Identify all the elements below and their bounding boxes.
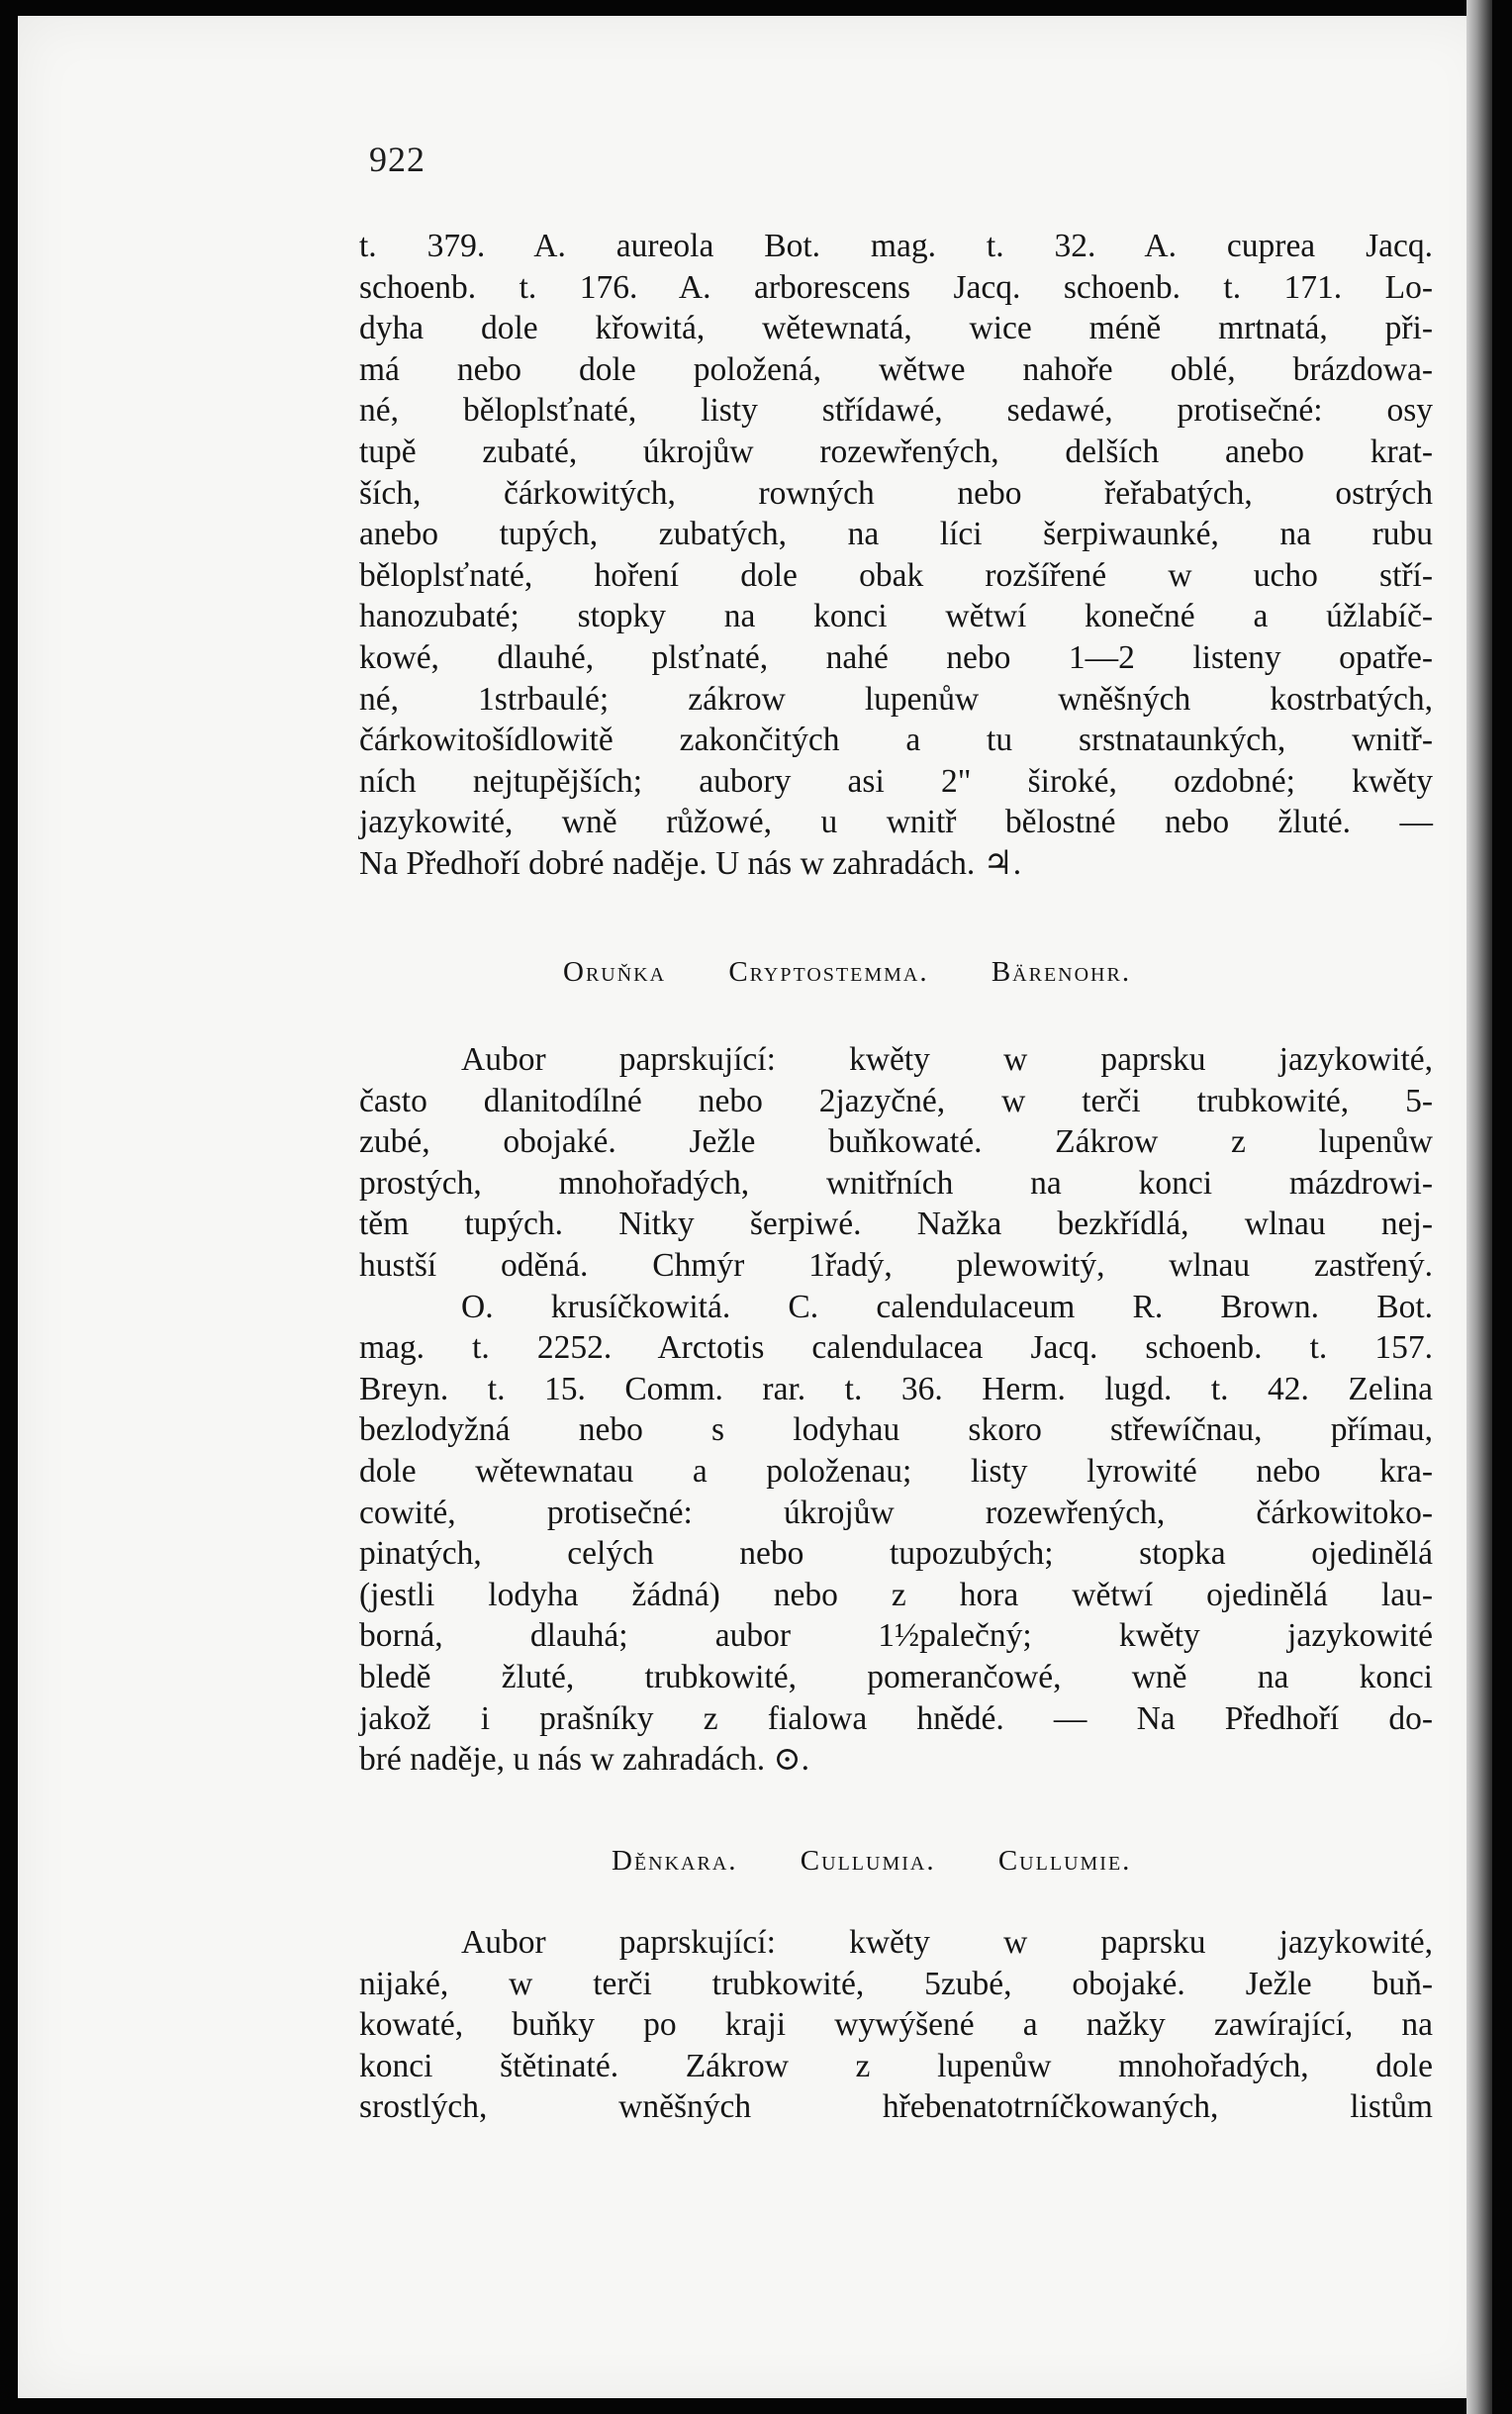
heading-latin-name: Cryptostemma.	[728, 956, 929, 988]
heading-czech-name: Děnkara.	[612, 1845, 738, 1877]
text-line: hustší oděná. Chmýr 1řadý, plewowitý, wlnau zastřený.	[359, 1246, 1433, 1284]
text-line: jakož i prašníky z fialowa hnědé. — Na Předhoří do-	[359, 1699, 1433, 1737]
text-line: schoenb. t. 176. A. arborescens Jacq. schoenb. t. 171. Lo-	[359, 268, 1433, 306]
text-line: borná, dlauhá; aubor 1½palečný; kwěty jazykowité	[359, 1617, 1433, 1655]
text-line: prostých, mnohořadých, wnitřních na konci mázdrowi-	[359, 1164, 1433, 1202]
text-line: t. 379. A. aureola Bot. mag. t. 32. A. cuprea Jacq.	[359, 228, 1433, 264]
genus-heading-cullumia	[612, 1845, 1184, 1878]
text-line: často dlanitodílné nebo 2jazyčné, w terči trubkowité, 5-	[359, 1082, 1433, 1119]
heading-german-name: Cullumie.	[997, 1845, 1132, 1877]
heading-german-name: Bärenohr.	[991, 956, 1132, 988]
text-line: dyha dole křowitá, wětewnatá, wice méně mrtnatá, při-	[359, 310, 1433, 347]
text-line: zubé, obojaké. Ježle buňkowaté. Zákrow z lupenůw	[359, 1123, 1433, 1161]
heading-latin-name: Cullumia.	[800, 1845, 936, 1877]
text-line: běloplsťnaté, hoření dole obak rozšířené w ucho stří-	[359, 556, 1433, 594]
text-line: jazykowité, wně růžowé, u wnitř bělostné nebo žluté. —	[359, 804, 1433, 841]
paragraph-cullumia-description	[359, 1922, 1433, 2128]
text-line: kowaté, buňky po kraji wywýšené a nažky zawírající, na	[359, 2006, 1433, 2044]
text-line: nijaké, w terči trubkowité, 5zubé, obojaké. Ježle buň-	[359, 1965, 1433, 2002]
text-line: čárkowitošídlowitě zakončitých a tu srstnataunkých, wnitř-	[359, 722, 1433, 759]
heading-czech-name: Oruňka	[563, 956, 667, 988]
text-line: anebo tupých, zubatých, na líci šerpiwaunké, na rubu	[359, 516, 1433, 553]
text-line: ních nejtupějších; aubory asi 2" široké, ozdobné; kwěty	[359, 762, 1433, 800]
text-line: né, běloplsťnaté, listy střídawé, sedawé, protisečné: osy	[359, 392, 1433, 430]
text-line: O. krusíčkowitá. C. calendulaceum R. Brown. Bot.	[461, 1288, 1433, 1325]
text-line: cowité, protisečné: úkrojůw rozewřených, čárkowitoko-	[359, 1494, 1433, 1531]
paragraph-cryptostemma-description	[359, 1039, 1433, 1781]
text-line: má nebo dole položená, wětwe nahoře oblé, brázdowa-	[359, 350, 1433, 388]
text-line: srostlých, wněšných hřebenatotrníčkowaných, listům	[359, 2088, 1433, 2126]
text-line: né, 1strbaulé; zákrow lupenůw wněšných kostrbatých,	[359, 680, 1433, 718]
text-line: mag. t. 2252. Arctotis calendulacea Jacq. schoenb. t. 157.	[359, 1329, 1433, 1367]
paragraph-arctotis-description	[359, 226, 1433, 885]
page-number: 922	[369, 140, 425, 179]
text-line: dole wětewnatau a položenau; listy lyrowité nebo kra-	[359, 1452, 1433, 1490]
text-line: bré naděje, u nás w zahradách. ⊙.	[359, 1741, 809, 1779]
text-line: těm tupých. Nitky šerpiwé. Nažka bezkřídlá, wlnau nej-	[359, 1206, 1433, 1243]
text-line: (jestli lodyha žádná) nebo z hora wětwí ojedinělá lau-	[359, 1576, 1433, 1613]
text-line: pinatých, celých nebo tupozubých; stopka ojedinělá	[359, 1535, 1433, 1573]
text-line: bledě žluté, trubkowité, pomerančowé, wně na konci	[359, 1658, 1433, 1695]
text-line: Aubor paprskující: kwěty w paprsku jazykowité,	[461, 1041, 1433, 1078]
text-line: Na Předhoří dobré naděje. U nás w zahradách. ♃.	[359, 844, 1022, 882]
text-line: ších, čárkowitých, rowných nebo řeřabatých, ostrých	[359, 474, 1433, 512]
genus-heading-cryptostemma	[563, 956, 1184, 989]
page-edge-shadow	[1466, 0, 1492, 2414]
text-line: tupě zubaté, úkrojůw rozewřených, delších anebo krat-	[359, 433, 1433, 470]
text-line: hanozubaté; stopky na konci wětwí konečné a úžlabíč-	[359, 598, 1433, 635]
text-line: kowé, dlauhé, plsťnaté, nahé nebo 1—2 listeny opatře-	[359, 638, 1433, 676]
text-line: bezlodyžná nebo s lodyhau skoro střewíčnau, přímau,	[359, 1411, 1433, 1449]
text-line: Aubor paprskující: kwěty w paprsku jazykowité,	[461, 1924, 1433, 1961]
text-line: konci štětinaté. Zákrow z lupenůw mnohořadých, dole	[359, 2047, 1433, 2084]
text-line: Breyn. t. 15. Comm. rar. t. 36. Herm. lugd. t. 42. Zelina	[359, 1370, 1433, 1407]
